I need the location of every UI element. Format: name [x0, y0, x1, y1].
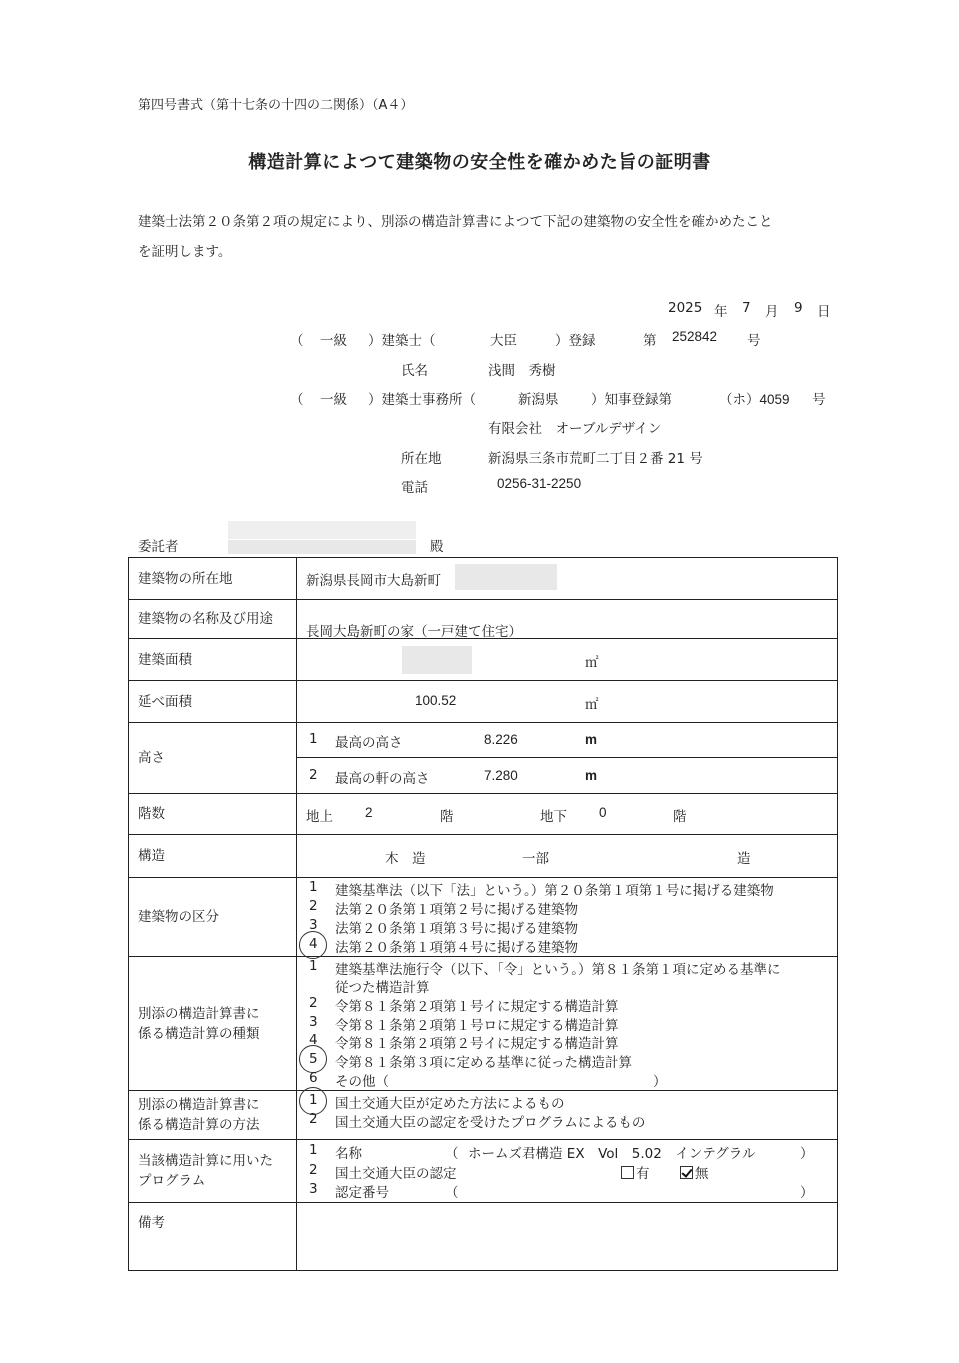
architect-grade: 一級 [320, 333, 347, 349]
height-row2-unit: m [585, 768, 598, 783]
floors-above-unit: 階 [440, 809, 454, 825]
row-building-area [129, 639, 838, 681]
office-registration-number: （ホ）4059 [719, 392, 790, 407]
calc-type-item-5-no: 5 [309, 1051, 318, 1067]
calc-type-item-3-text: 令第８１条第２項第１号ロに規定する構造計算 [335, 1018, 619, 1034]
program-cert-number-open: （ [445, 1185, 459, 1201]
office-open-paren: （ [290, 392, 304, 408]
calc-type-item-2-no: 2 [309, 995, 318, 1011]
program-row3-no: 3 [309, 1181, 318, 1197]
architect-registration-number: 252842 [672, 329, 718, 344]
height-row1-no: 1 [309, 731, 318, 747]
architect-number-suffix: 号 [747, 333, 761, 349]
office-number-suffix: 号 [812, 392, 826, 408]
architect-open-paren: （ [290, 333, 304, 349]
form-number: 第四号書式（第十七条の十四の二関係）（A４） [138, 98, 414, 113]
category-item-3-text: 法第２０条第１項第３号に掲げる建築物 [335, 921, 578, 937]
client-honorific: 殿 [430, 539, 444, 555]
category-item-4-no: 4 [309, 936, 318, 952]
floors-above-label: 地上 [306, 809, 333, 825]
architect-name-label: 氏名 [401, 363, 428, 379]
remarks-value [297, 1203, 838, 1271]
calc-type-item-2-text: 令第８１条第２項第１号イに規定する構造計算 [335, 999, 619, 1015]
program-cert-number-label: 認定番号 [335, 1185, 389, 1201]
name-use-label: 建築物の名称及び用途 [129, 600, 297, 639]
floor-area-label: 延べ面積 [129, 681, 297, 723]
height-row2-no: 2 [309, 767, 318, 783]
calc-type-item-1-continued: 従つた構造計算 [335, 980, 430, 996]
row-floors [129, 794, 838, 835]
cert-no-label: 無 [695, 1166, 709, 1182]
building-area-unit: ㎡ [585, 655, 599, 671]
category-item-1-text: 建築基準法（以下「法」という。）第２０条第１項第１号に掲げる建築物 [335, 883, 774, 899]
floors-below-label: 地下 [540, 809, 567, 825]
row-calc-type [129, 957, 838, 1091]
row-structure [129, 835, 838, 878]
calc-type-item-1-no: 1 [309, 958, 318, 974]
category-label: 建築物の区分 [129, 878, 297, 957]
office-grade: 一級 [320, 392, 347, 408]
office-company: 有限会社 オーブルデザイン [488, 421, 662, 437]
office-address: 新潟県三条市荒町二丁目２番 21 号 [488, 451, 703, 467]
row-remarks [129, 1203, 838, 1271]
office-registration-label: ）知事登録第 [591, 392, 672, 408]
intro-line-1: 建築士法第２０条第２項の規定により、別添の構造計算書によつて下記の建築物の安全性を確かめたこと [138, 214, 773, 230]
redacted-client-upper [228, 521, 416, 539]
calc-type-item-6-text: その他（ [335, 1074, 389, 1090]
category-item-2-text: 法第２０条第１項第２号に掲げる建築物 [335, 902, 578, 918]
category-item-4-text: 法第２０条第１項第４号に掲げる建築物 [335, 940, 578, 956]
cert-yes-option[interactable] [621, 1162, 650, 1182]
floors-below-unit: 階 [673, 809, 687, 825]
program-name-open: （ [445, 1146, 459, 1162]
program-row1-no: 1 [309, 1142, 318, 1158]
category-item-2-no: 2 [309, 898, 318, 914]
structure-label: 構造 [129, 835, 297, 878]
calc-type-item-4-text: 令第８１条第２項第２号イに規定する構造計算 [335, 1036, 619, 1052]
program-label-line-1: 当該構造計算に用いた [138, 1153, 273, 1169]
structure-part-unit: 造 [737, 851, 751, 867]
architect-label: ）建築士（ [368, 333, 436, 349]
date-day: 9 [794, 300, 803, 316]
calc-type-item-5-text: 令第８１条第３項に定める基準に従った構造計算 [335, 1055, 632, 1071]
date-year-unit: 年 [714, 304, 728, 320]
row-name-use [129, 600, 838, 639]
office-label: ）建築士事務所（ [368, 392, 476, 408]
calc-method-label-line-1: 別添の構造計算書に [138, 1097, 260, 1113]
redacted-building-area [402, 646, 472, 674]
office-phone-label: 電話 [401, 480, 428, 496]
row-location [129, 558, 838, 600]
height-label: 高さ [129, 723, 297, 794]
building-area-label: 建築面積 [129, 639, 297, 681]
location-label: 建築物の所在地 [129, 558, 297, 600]
row-building-category [129, 878, 838, 957]
calc-type-label-line-2: 係る構造計算の種類 [138, 1025, 260, 1042]
office-address-label: 所在地 [401, 451, 442, 467]
height-row2-value: 7.280 [484, 768, 518, 783]
height-row2-label: 最高の軒の高さ [335, 771, 430, 787]
document-title: 構造計算によつて建築物の安全性を確かめた旨の証明書 [248, 152, 711, 173]
row-floor-area [129, 681, 838, 723]
cert-no-checkbox[interactable] [680, 1166, 693, 1179]
cert-no-option[interactable] [680, 1162, 709, 1182]
height-row1-value: 8.226 [484, 732, 518, 747]
location-value: 新潟県長岡市大島新町 [306, 573, 441, 589]
calc-type-other-close: ） [653, 1074, 667, 1090]
calc-method-item-1-text: 国土交通大臣が定めた方法によるもの [335, 1096, 565, 1112]
cert-yes-label: 有 [636, 1166, 650, 1182]
name-use-value: 長岡大島新町の家（一戸建て住宅） [306, 624, 522, 640]
office-prefecture: 新潟県 [518, 392, 559, 408]
calc-type-item-4-no: 4 [309, 1032, 318, 1048]
floors-above-value: 2 [365, 805, 373, 820]
category-item-3-no: 3 [309, 917, 318, 933]
program-cert-number-close: ） [800, 1185, 814, 1201]
calc-type-item-3-no: 3 [309, 1014, 318, 1030]
architect-authority: 大臣 [490, 333, 517, 349]
date-day-unit: 日 [817, 304, 831, 320]
program-label-line-2: プログラム [138, 1173, 206, 1189]
structure-main: 木 造 [385, 851, 426, 867]
program-name-label: 名称 [335, 1146, 362, 1162]
client-label: 委託者 [138, 539, 179, 555]
intro-line-2: を証明します。 [138, 244, 232, 260]
calc-type-item-6-no: 6 [309, 1070, 318, 1086]
floor-area-value: 100.52 [415, 693, 457, 708]
building-info-table [128, 557, 838, 1271]
row-height-1 [129, 723, 838, 758]
floors-below-value: 0 [599, 805, 607, 820]
redacted-location [455, 564, 557, 590]
calc-method-label-line-2: 係る構造計算の方法 [138, 1117, 260, 1133]
height-row1-label: 最高の高さ [335, 735, 403, 751]
cert-yes-checkbox[interactable] [621, 1166, 634, 1179]
architect-registration-label: ）登録 [555, 333, 596, 349]
calc-type-label-line-1: 別添の構造計算書に [138, 1005, 260, 1022]
redacted-client [228, 540, 416, 554]
program-name-value: ホームズ君構造 EX Vol 5.02 インテグラル [468, 1146, 756, 1162]
calc-method-item-2-text: 国土交通大臣の認定を受けたプログラムによるもの [335, 1115, 646, 1131]
floor-area-unit: ㎡ [585, 697, 599, 713]
program-cert-label: 国土交通大臣の認定 [335, 1166, 457, 1182]
remarks-label: 備考 [129, 1203, 297, 1271]
calc-method-item-2-no: 2 [309, 1111, 318, 1127]
date-month: 7 [742, 300, 751, 316]
structure-part: 一部 [522, 851, 549, 867]
calc-type-item-1-text: 建築基準法施行令（以下、「令」という。）第８１条第１項に定める基準に [335, 962, 781, 978]
program-name-close: ） [800, 1146, 814, 1162]
date-month-unit: 月 [765, 304, 779, 320]
architect-number-prefix: 第 [643, 333, 657, 349]
office-phone: 0256-31-2250 [497, 476, 582, 491]
calc-method-item-1-no: 1 [309, 1092, 318, 1108]
category-item-1-no: 1 [309, 879, 318, 895]
row-calc-method [129, 1091, 838, 1140]
height-row1-unit: m [585, 732, 598, 747]
date-year: 2025 [668, 300, 703, 316]
architect-name: 浅間 秀樹 [488, 363, 556, 379]
floors-label: 階数 [129, 794, 297, 835]
program-row2-no: 2 [309, 1162, 318, 1178]
row-program [129, 1140, 838, 1203]
